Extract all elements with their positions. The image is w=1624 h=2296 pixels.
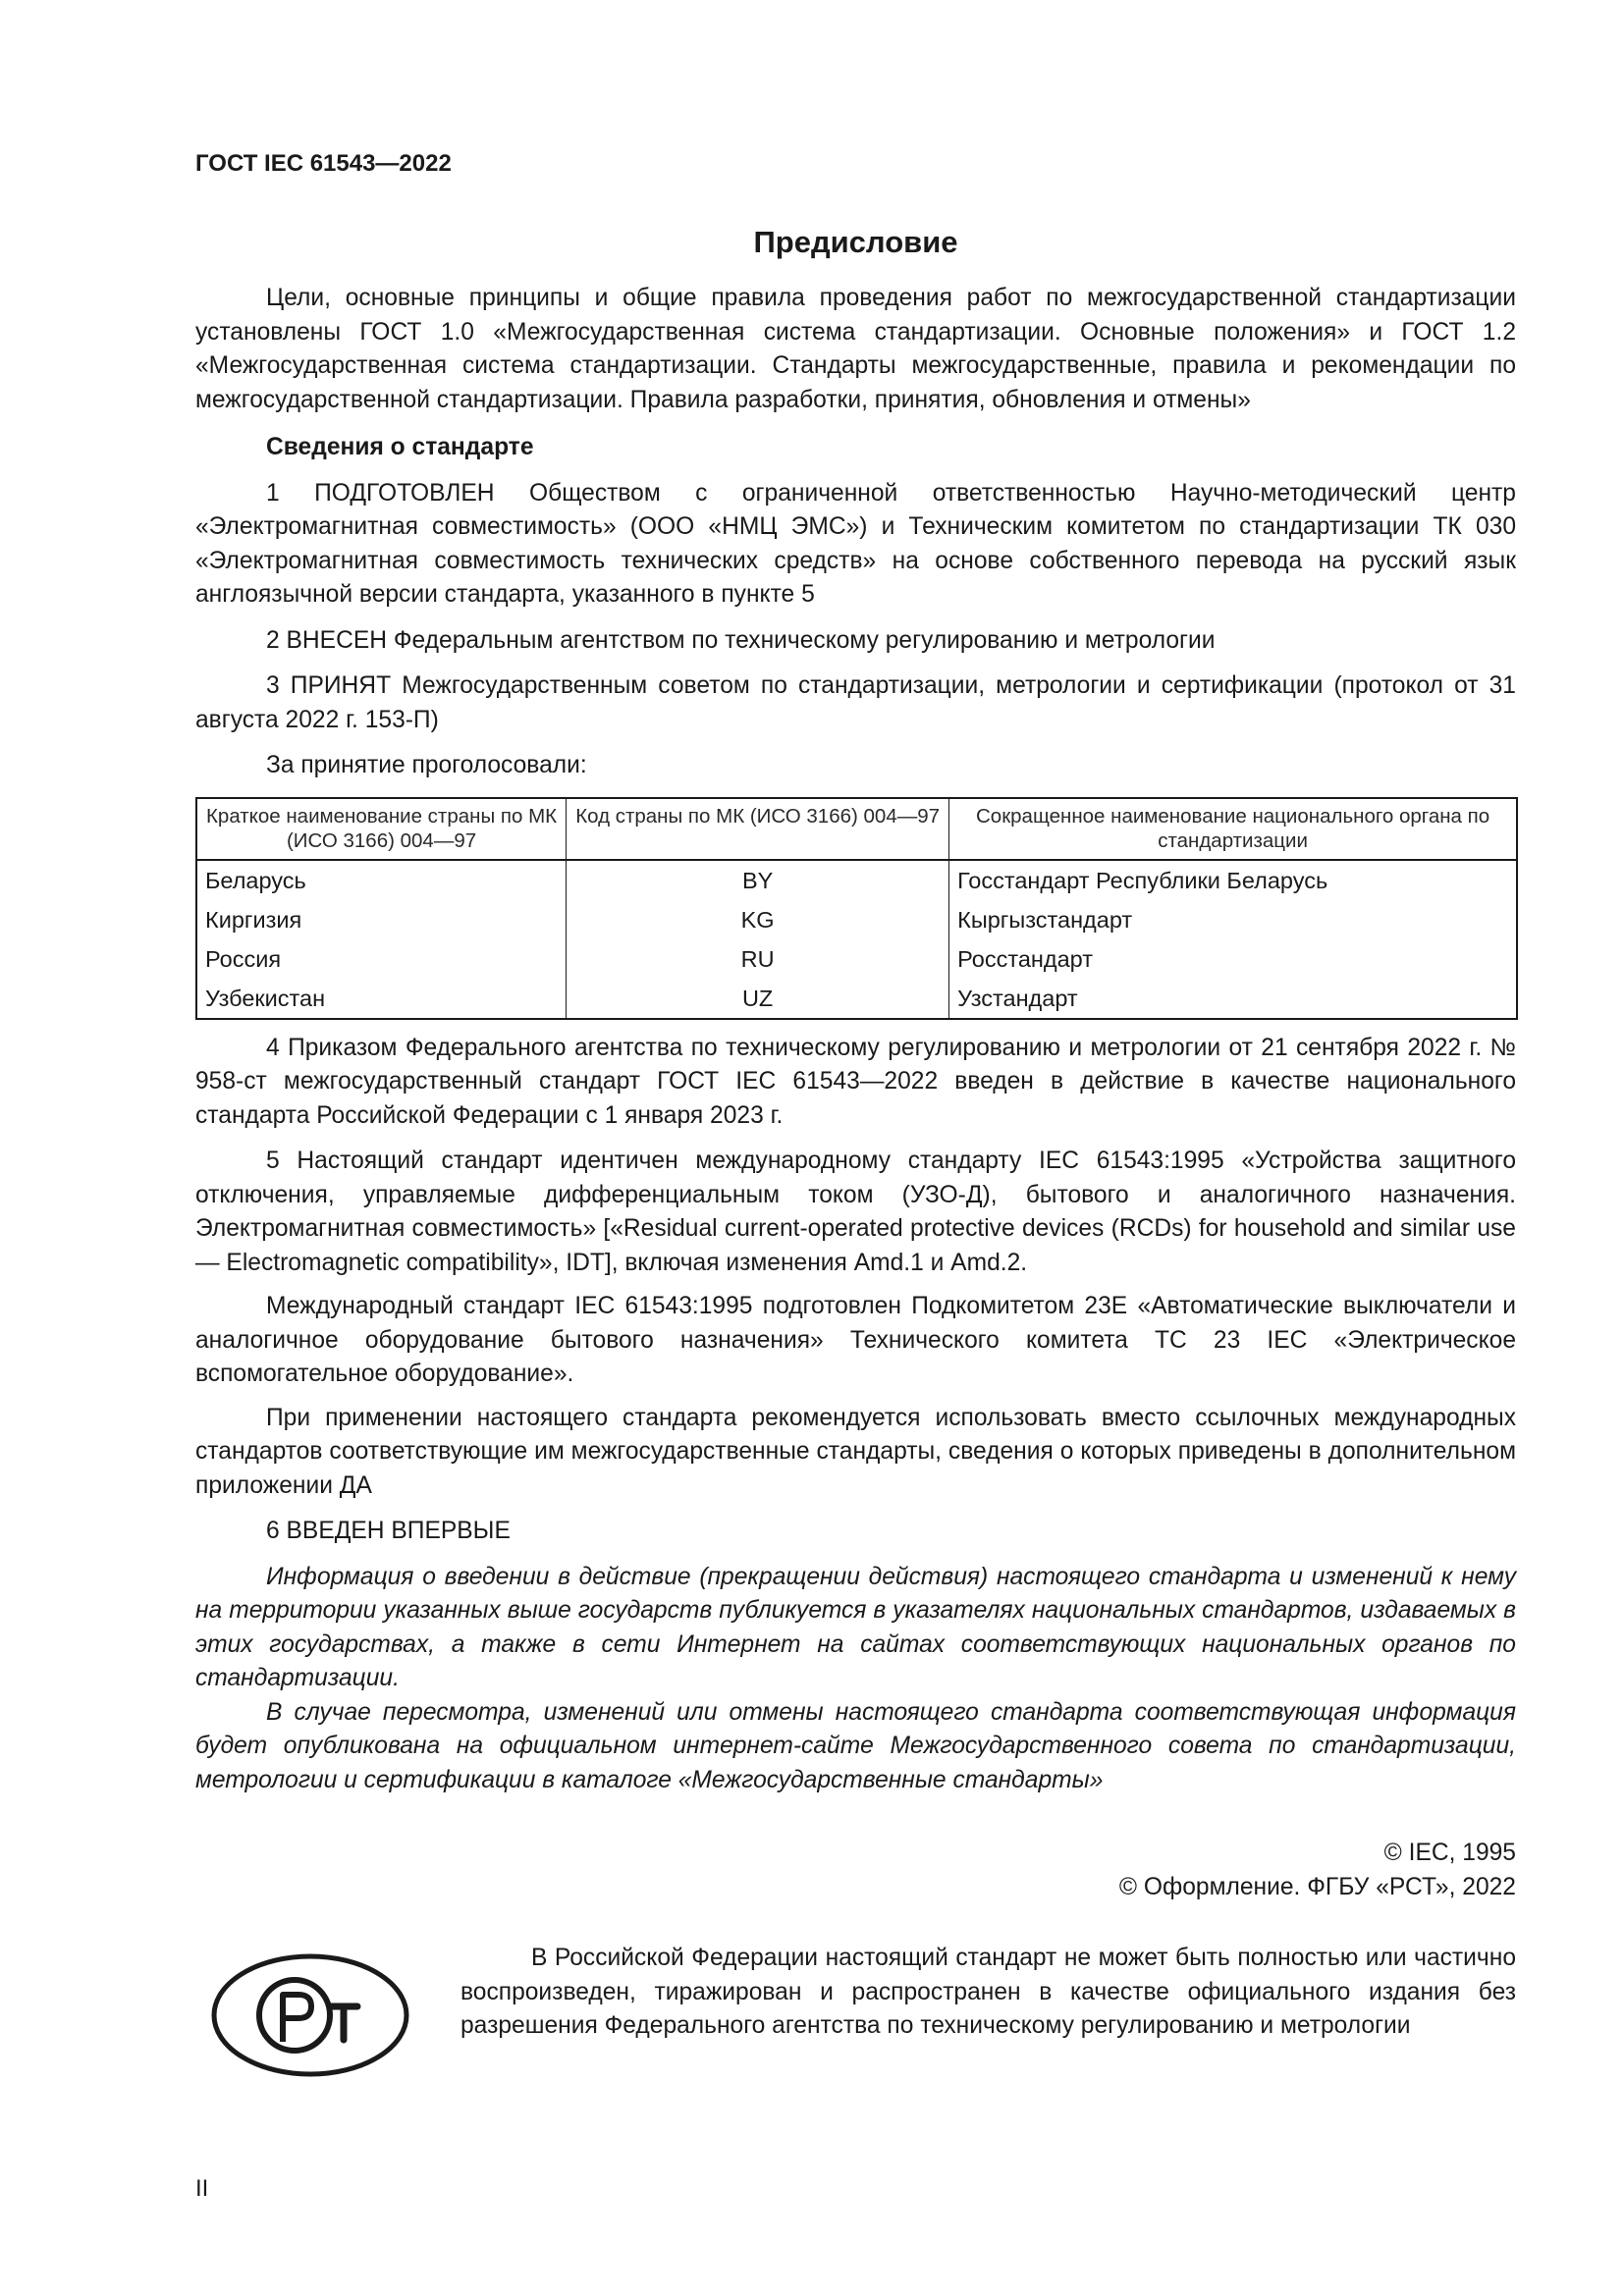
table-row: [196, 860, 1517, 900]
country-code-cell: RU: [567, 939, 949, 979]
country-name-cell: Киргизия: [196, 900, 567, 939]
standard-code-header: ГОСТ IEC 61543—2022: [195, 150, 452, 177]
country-code-cell: BY: [567, 860, 949, 900]
country-name-cell: Беларусь: [196, 860, 567, 900]
voting-countries-table: [195, 797, 1518, 1020]
item-5-subparagraph-2: Международный стандарт IEC 61543:1995 подготовлен Подкомитетом 23E «Автоматические выключатели и аналогичное оборудование бытового назначения» Технического комитета TC 23 IEC «Электрическое вспомогательное оборудование».: [195, 1293, 1516, 1387]
page-number: II: [195, 2175, 209, 2202]
table-row: [196, 939, 1517, 979]
item-3-paragraph: 3 ПРИНЯТ Межгосударственным советом по стандартизации, метрологии и сертификации (протокол от 31 августа 2022 г. 153-П): [195, 672, 1516, 733]
country-name-cell: Россия: [196, 939, 567, 979]
info-paragraph-1: Информация о введении в действие (прекращении действия) настоящего стандарта и изменений к нему на территории указанных выше государств публикуется в указателях национальных стандартов, издаваемых в этих государствах, а также в сети Интернет на сайтах соответствующих национальных органов по стандартизации.: [195, 1563, 1516, 1691]
item-2-paragraph: 2 ВНЕСЕН Федеральным агентством по техническому регулированию и метрологии: [266, 626, 1216, 654]
column-header-code: Код страны по МК (ИСО 3166) 004—97: [567, 798, 949, 860]
item-6-paragraph: 6 ВВЕДЕН ВПЕРВЫЕ: [266, 1518, 511, 1544]
item-1-paragraph: 1 ПОДГОТОВЛЕН Обществом с ограниченной ответственностью Научно-методический центр «Электромагнитная совместимость» (ООО «НМЦ ЭМС») и Техническим комитетом по стандартизации ТК 030 «Электромагнитная совместимость технических средств» на основе собственного перевода на русский язык англоязычной версии стандарта, указанного в пункте 5: [195, 479, 1516, 608]
column-header-country: Краткое наименование страны по МК (ИСО 3166) 004—97: [196, 798, 567, 860]
copyright-block: [195, 1837, 1516, 1904]
item-5-paragraph: 5 Настоящий стандарт идентичен международному стандарту IEC 61543:1995 «Устройства защитного отключения, управляемые дифференциальным током (УЗО-Д), бытового и аналогичного назначения. Электромагнитная совместимость» [«Residual current-operated protective devices (RCDs) for household and similar use — Electromagnetic compatibility», IDT], включая изменения Amd.1 и Amd.2.: [195, 1148, 1516, 1276]
column-header-authority: Сокращенное наименование национального органа по стандартизации: [949, 798, 1517, 860]
rst-certification-logo-icon: [210, 1951, 411, 2079]
voted-label: За принятие проголосовали:: [266, 752, 587, 778]
page-title: Предисловие: [753, 225, 958, 259]
authority-name-cell: Росстандарт: [949, 939, 1517, 979]
document-page: [195, 147, 1516, 2099]
authority-name-cell: Госстандарт Республики Беларусь: [949, 860, 1517, 900]
table-row: [196, 979, 1517, 1019]
footer-block: [195, 1942, 1516, 2099]
country-code-cell: UZ: [567, 979, 949, 1019]
table-header-row: [196, 798, 1517, 860]
item-5-subparagraph-3: При применении настоящего стандарта рекомендуется использовать вместо ссылочных международных стандартов соответствующие им межгосударственные стандарты, сведения о которых приведены в дополнительном приложении ДА: [195, 1404, 1516, 1499]
authority-name-cell: Узстандарт: [949, 979, 1517, 1019]
item-4-paragraph: 4 Приказом Федерального агентства по техническому регулированию и метрологии от 21 сентября 2022 г. № 958-ст межгосударственный стандарт ГОСТ IEC 61543—2022 введен в действие в качестве национального стандарта Российской Федерации с 1 января 2023 г.: [195, 1034, 1516, 1129]
country-code-cell: KG: [567, 900, 949, 939]
country-name-cell: Узбекистан: [196, 979, 567, 1019]
table-row: [196, 900, 1517, 939]
copyright-rst: © Оформление. ФГБУ «РСТ», 2022: [1118, 1873, 1516, 1900]
intro-paragraph: Цели, основные принципы и общие правила проведения работ по межгосударственной стандартизации установлены ГОСТ 1.0 «Межгосударственная система стандартизации. Основные положения» и ГОСТ 1.2 «Межгосударственная система стандартизации. Стандарты межгосударственные, правила и рекомендации по межгосударственной стандартизации. Правила разработки, принятия, обновления и отмены»: [195, 285, 1516, 413]
section-heading: Сведения о стандарте: [266, 434, 534, 460]
authority-name-cell: Кыргызстандарт: [949, 900, 1517, 939]
legal-notice: В Российской Федерации настоящий стандарт не может быть полностью или частично воспроизведен, тиражирован и распространен в качестве официального издания без разрешения Федерального агентства по техническому регулированию и метрологии: [460, 1945, 1516, 2039]
copyright-iec: © IEC, 1995: [1383, 1840, 1516, 1866]
info-paragraph-2: В случае пересмотра, изменений или отмены настоящего стандарта соответствующая информация будет опубликована на официальном интернет-сайте Межгосударственного совета по стандартизации, метрологии и сертификации в каталоге «Межгосударственные стандарты»: [195, 1698, 1516, 1793]
